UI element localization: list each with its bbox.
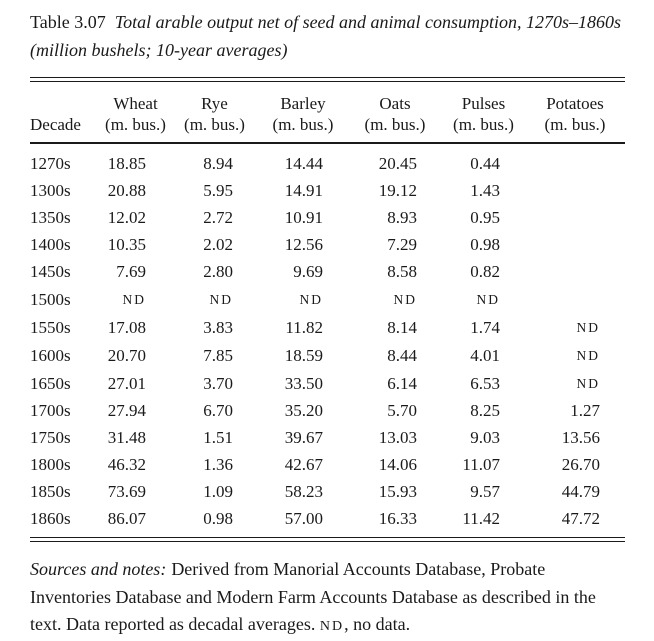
column-header-wheat bbox=[100, 82, 171, 143]
value-cell: 5.70 bbox=[387, 401, 417, 420]
table-row bbox=[30, 424, 625, 451]
value-cell bbox=[525, 258, 625, 285]
value-cell: 27.01 bbox=[107, 373, 146, 393]
value-cell: 18.85 bbox=[107, 154, 146, 173]
value-cell: 6.70 bbox=[203, 401, 233, 420]
value-cell: 1.09 bbox=[203, 482, 233, 501]
value-cell: 12.56 bbox=[284, 235, 323, 254]
bottom-double-rule bbox=[30, 537, 625, 542]
value-cell bbox=[258, 285, 348, 313]
value-cell: 8.58 bbox=[387, 262, 417, 281]
column-header-barley bbox=[258, 82, 348, 143]
column-unit: (m. bus.) bbox=[453, 115, 514, 134]
sources-note-body: Derived from Manorial Accounts Database, Probate Inventories Database and Modern Farm Accounts Database as described in the text. Data reported as decadal averages. bbox=[30, 559, 596, 634]
value-cell: 47.72 bbox=[561, 509, 600, 528]
value-cell: 14.44 bbox=[284, 154, 323, 173]
value-cell: 3.83 bbox=[203, 317, 233, 337]
decade-cell: 1860s bbox=[30, 509, 71, 528]
no-data-marker: ND bbox=[122, 292, 146, 307]
sources-note bbox=[30, 556, 625, 641]
value-cell: 11.07 bbox=[462, 455, 500, 474]
table-body bbox=[30, 143, 625, 537]
data-table bbox=[30, 82, 625, 537]
table-row bbox=[30, 313, 625, 341]
value-cell: 9.69 bbox=[293, 262, 323, 281]
table-row bbox=[30, 478, 625, 505]
value-cell bbox=[525, 231, 625, 258]
decade-cell: 1700s bbox=[30, 401, 71, 420]
decade-cell: 1300s bbox=[30, 181, 71, 200]
decade-cell: 1400s bbox=[30, 235, 71, 254]
value-cell: 20.88 bbox=[107, 181, 146, 200]
column-name: Wheat bbox=[113, 94, 158, 113]
value-cell: 8.25 bbox=[470, 401, 500, 420]
no-data-marker: ND bbox=[576, 320, 600, 335]
value-cell bbox=[348, 285, 442, 313]
column-header-oats bbox=[348, 82, 442, 143]
column-name: Rye bbox=[201, 94, 228, 113]
column-header-pulses bbox=[442, 82, 525, 143]
value-cell: 20.45 bbox=[378, 154, 417, 173]
value-cell: 42.67 bbox=[284, 455, 323, 474]
column-unit: (m. bus.) bbox=[544, 115, 606, 134]
decade-cell: 1500s bbox=[30, 289, 71, 309]
value-cell: 13.56 bbox=[561, 428, 600, 447]
table-row bbox=[30, 258, 625, 285]
value-cell: 0.98 bbox=[470, 235, 500, 254]
no-data-marker: ND bbox=[393, 292, 417, 307]
column-name: Pulses bbox=[461, 94, 506, 113]
value-cell: 7.85 bbox=[203, 345, 233, 365]
value-cell: 39.67 bbox=[284, 428, 323, 447]
value-cell: 6.53 bbox=[470, 373, 500, 393]
column-name: Oats bbox=[379, 94, 411, 113]
decade-cell: 1850s bbox=[30, 482, 71, 501]
value-cell: 10.35 bbox=[107, 235, 146, 254]
column-header-potatoes bbox=[525, 82, 625, 143]
value-cell: 1.51 bbox=[203, 428, 233, 447]
value-cell: 0.44 bbox=[470, 154, 500, 173]
table-row bbox=[30, 397, 625, 424]
value-cell bbox=[100, 285, 171, 313]
value-cell: 8.94 bbox=[203, 154, 233, 173]
value-cell: 2.02 bbox=[203, 235, 233, 254]
column-name: Potatoes bbox=[546, 94, 604, 113]
table-row bbox=[30, 369, 625, 397]
no-data-marker: ND bbox=[476, 292, 500, 307]
decade-cell: 1600s bbox=[30, 345, 71, 365]
value-cell: 3.70 bbox=[203, 373, 233, 393]
no-data-marker: ND bbox=[209, 292, 233, 307]
no-data-marker: ND bbox=[576, 376, 600, 391]
column-header-decade: Decade bbox=[30, 82, 100, 143]
value-cell: 14.91 bbox=[284, 181, 323, 200]
value-cell: 13.03 bbox=[378, 428, 417, 447]
value-cell: 8.93 bbox=[387, 208, 417, 227]
value-cell bbox=[442, 285, 525, 313]
value-cell bbox=[171, 285, 258, 313]
value-cell: 6.14 bbox=[387, 373, 417, 393]
value-cell: 57.00 bbox=[284, 509, 323, 528]
value-cell: 11.82 bbox=[285, 317, 323, 337]
value-cell: 19.12 bbox=[378, 181, 417, 200]
value-cell: 27.94 bbox=[107, 401, 146, 420]
value-cell: 16.33 bbox=[378, 509, 417, 528]
column-unit: (m. bus.) bbox=[364, 115, 426, 134]
value-cell bbox=[525, 369, 625, 397]
header-row bbox=[30, 82, 625, 143]
decade-cell: 1800s bbox=[30, 455, 71, 474]
table-row bbox=[30, 231, 625, 258]
nd-abbreviation: ND bbox=[319, 619, 345, 634]
value-cell: 1.74 bbox=[470, 317, 500, 337]
table-header bbox=[30, 82, 625, 143]
value-cell: 58.23 bbox=[284, 482, 323, 501]
value-cell bbox=[525, 143, 625, 177]
value-cell: 17.08 bbox=[107, 317, 146, 337]
table-row bbox=[30, 143, 625, 177]
column-unit: (m. bus.) bbox=[105, 115, 166, 134]
decade-cell: 1450s bbox=[30, 262, 71, 281]
nd-definition: , no data. bbox=[344, 614, 411, 634]
value-cell: 31.48 bbox=[107, 428, 146, 447]
column-unit: (m. bus.) bbox=[272, 115, 334, 134]
value-cell: 5.95 bbox=[203, 181, 233, 200]
decade-cell: 1550s bbox=[30, 317, 71, 337]
no-data-marker: ND bbox=[299, 292, 323, 307]
value-cell: 11.42 bbox=[462, 509, 500, 528]
value-cell: 2.80 bbox=[203, 262, 233, 281]
table-row bbox=[30, 505, 625, 537]
table-row bbox=[30, 285, 625, 313]
table-row bbox=[30, 177, 625, 204]
value-cell: 86.07 bbox=[107, 509, 146, 528]
value-cell: 7.29 bbox=[387, 235, 417, 254]
value-cell: 20.70 bbox=[107, 345, 146, 365]
decade-cell: 1650s bbox=[30, 373, 71, 393]
value-cell bbox=[525, 313, 625, 341]
value-cell: 8.14 bbox=[387, 317, 417, 337]
value-cell: 14.06 bbox=[378, 455, 417, 474]
value-cell: 7.69 bbox=[116, 262, 146, 281]
value-cell: 35.20 bbox=[284, 401, 323, 420]
no-data-marker: ND bbox=[576, 348, 600, 363]
table-title: Total arable output net of seed and animal consumption, 1270s–1860s (million bushels; 10-year averages) bbox=[30, 12, 622, 60]
decade-cell: 1270s bbox=[30, 154, 71, 173]
value-cell: 1.27 bbox=[570, 401, 600, 420]
value-cell: 26.70 bbox=[561, 455, 600, 474]
value-cell: 4.01 bbox=[470, 345, 500, 365]
value-cell: 0.98 bbox=[203, 509, 233, 528]
column-name: Barley bbox=[280, 94, 326, 113]
table-caption bbox=[30, 8, 625, 64]
value-cell: 0.95 bbox=[470, 208, 500, 227]
decade-cell: 1750s bbox=[30, 428, 71, 447]
value-cell bbox=[525, 177, 625, 204]
value-cell: 46.32 bbox=[107, 455, 146, 474]
value-cell: 9.03 bbox=[470, 428, 500, 447]
value-cell: 73.69 bbox=[107, 482, 146, 501]
decade-cell: 1350s bbox=[30, 208, 71, 227]
column-unit: (m. bus.) bbox=[184, 115, 245, 134]
value-cell: 9.57 bbox=[470, 482, 500, 501]
sources-note-label: Sources and notes: bbox=[30, 559, 167, 579]
value-cell: 8.44 bbox=[387, 345, 417, 365]
value-cell: 12.02 bbox=[107, 208, 146, 227]
value-cell bbox=[525, 341, 625, 369]
value-cell: 10.91 bbox=[284, 208, 323, 227]
value-cell: 0.82 bbox=[470, 262, 500, 281]
value-cell bbox=[525, 204, 625, 231]
value-cell: 1.43 bbox=[470, 181, 500, 200]
value-cell bbox=[525, 285, 625, 313]
value-cell: 18.59 bbox=[284, 345, 323, 365]
table-row bbox=[30, 204, 625, 231]
value-cell: 33.50 bbox=[284, 373, 323, 393]
table-row bbox=[30, 451, 625, 478]
value-cell: 1.36 bbox=[203, 455, 233, 474]
value-cell: 2.72 bbox=[203, 208, 233, 227]
value-cell: 44.79 bbox=[561, 482, 600, 501]
table-number: Table 3.07 bbox=[30, 12, 106, 32]
value-cell: 15.93 bbox=[378, 482, 417, 501]
column-header-rye bbox=[171, 82, 258, 143]
table-row bbox=[30, 341, 625, 369]
